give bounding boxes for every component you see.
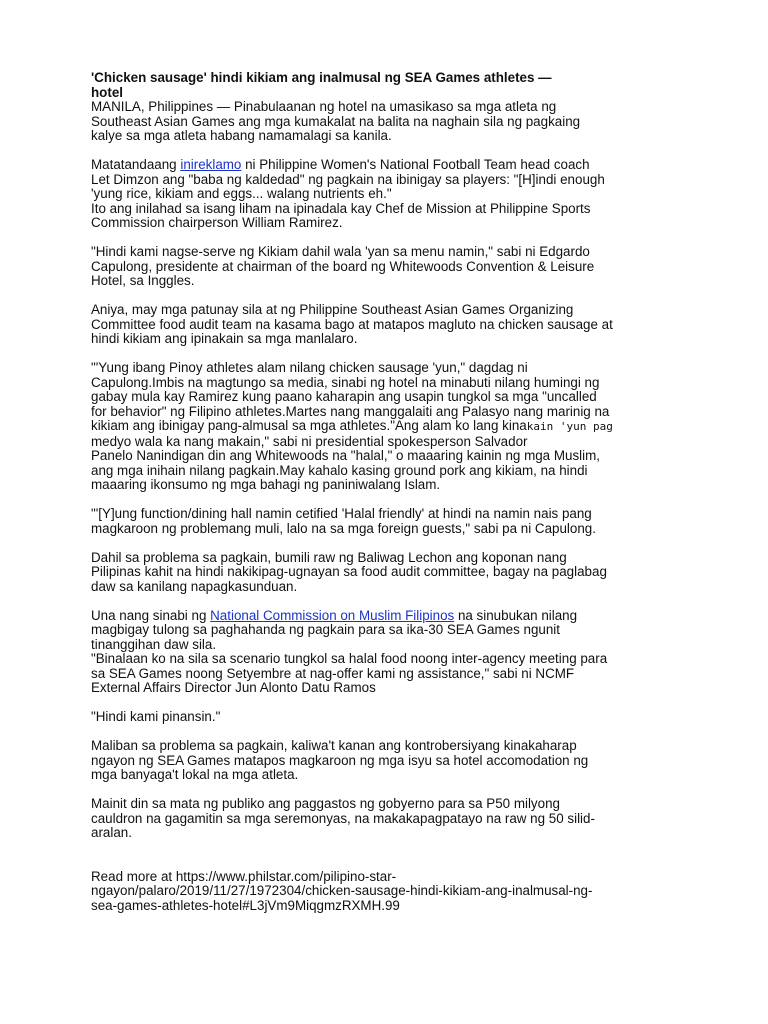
paragraph-controversy: Maliban sa problema sa pagkain, kaliwa't kanan ang kontrobersiyang kinakaharap ngayon ng SEA Games matapos magkaroon ng mga isyu sa hotel accomodation ng mga banyaga't lokal na mga atleta. [91, 738, 589, 782]
mono-fragment: kain 'yun pag [526, 420, 613, 433]
article-title: 'Chicken sausage' hindi kikiam ang inalmusal ng SEA Games athletes — hotel [91, 70, 552, 100]
paragraph-cauldron: Mainit din sa mata ng publiko ang paggastos ng gobyerno para sa P50 milyong cauldron na gagamitin sa mga seremonyas, na makakapagpatayo na raw ng 50 silid- aralan. [91, 796, 595, 840]
read-more: Read more at https://www.philstar.com/pilipino-star- ngayon/palaro/2019/11/27/1972304/chicken-sausage-hindi-kikiam-ang-inalmusal-ng- sea-games-athletes-hotel#L3jVm9MiqgmzRXMH.99 [91, 868, 593, 913]
ncmf-link[interactable]: National Commission on Muslim Filipinos [210, 607, 455, 623]
paragraph-lechon: Dahil sa problema sa pagkain, bumili raw ng Baliwag Lechon ang koponan nang Pilipinas kahit na hindi nakikipag-ugnayan sa food audit committee, bagay na paglabag daw sa kanilang napagkasunduan. [91, 549, 607, 594]
paragraph-proof: Aniya, may mga patunay sila at ng Philippine Southeast Asian Games Organizing Committee food audit team na kasama bago at matapos magluto na chicken sausage at hindi kikiam ang ipinakain sa mga manlalaro. [91, 302, 613, 346]
paragraph-ncmf: Una nang sinabi ng National Commission on Muslim Filipinos na sinubukan nilang magbigay tulong sa paghahanda ng pagkain para sa ika-30 SEA Games ngunit tinanggihan daw sila. "Binalaan ko na sila sa scenario tungkol sa halal food noong inter-agency meeting para sa SEA Games noong Setyembre at nag-offer kami ng assistance," sabi ni NCMF External Affairs Director Jun Alonto Datu Ramos [91, 607, 608, 695]
paragraph-pinansin: "Hindi kami pinansin." [91, 709, 221, 724]
paragraph-capulong-quote: "Hindi kami nagse-serve ng Kikiam dahil wala 'yan sa menu namin," sabi ni Edgardo Capulong, presidente at chairman of the board ng Whitewoods Convention & Leisure Hotel, sa Inggles. [91, 244, 595, 288]
paragraph-halal-friendly: "'[Y]ung function/dining hall namin cetified 'Halal friendly' at hindi na namin nais pang magkaroon ng problemang muli, lalo na sa mga foreign guests," sabi pa ni Capulong. [91, 506, 596, 536]
paragraph-lead: MANILA, Philippines — Pinabulaanan ng hotel na umasikaso sa mga atleta ng Southeast Asian Games ang mga kumakalat na balita na naghain sila ng pagkaing kalye sa mga atleta habang namamalagi sa kanila. [91, 99, 581, 143]
inireklamo-link[interactable]: inireklamo [180, 157, 242, 172]
article [91, 71, 691, 928]
paragraph-complaint: Matatandaang inireklamo ni Philippine Women's National Football Team head coach Let Dimzon ang "baba ng kaldedad" ng pagkain na ibinigay sa players: "[H]indi enough 'yung rice, kikiam and eggs... walang nutrients eh." Ito ang inilahad sa isang liham na ipinadala kay Chef de Mission at Philippine Sports Commission chairperson William Ramirez. [91, 157, 605, 230]
paragraph-pinoy-athletes: "'Yung ibang Pinoy athletes alam nilang chicken sausage 'yun," dagdag ni Capulong.Imbis na magtungo sa media, sinabi ng hotel na minabuti nilang humingi ng gabay mula kay Ramirez kung paano kaharapin ang usapin tungkol sa mga "uncalled for behavior" ng Filipino athletes.Martes nang manggalaiti ang Palasyo nang marinig na kikiam ang ibinigay pang-almusal sa mga athletes."Ang alam ko lang kinakain 'yun pag medyo wala ka nang makain," sabi ni presidential spokesperson Salvador Panelo Nanindigan din ang Whitewoods na "halal," o maaaring kainin ng mga Muslim, ang mga inihain nilang pagkain.May kahalo kasing ground pork ang kikiam, na hindi maaaring ikonsumo ng mga bahagi ng paniniwalang Islam. [91, 360, 613, 492]
